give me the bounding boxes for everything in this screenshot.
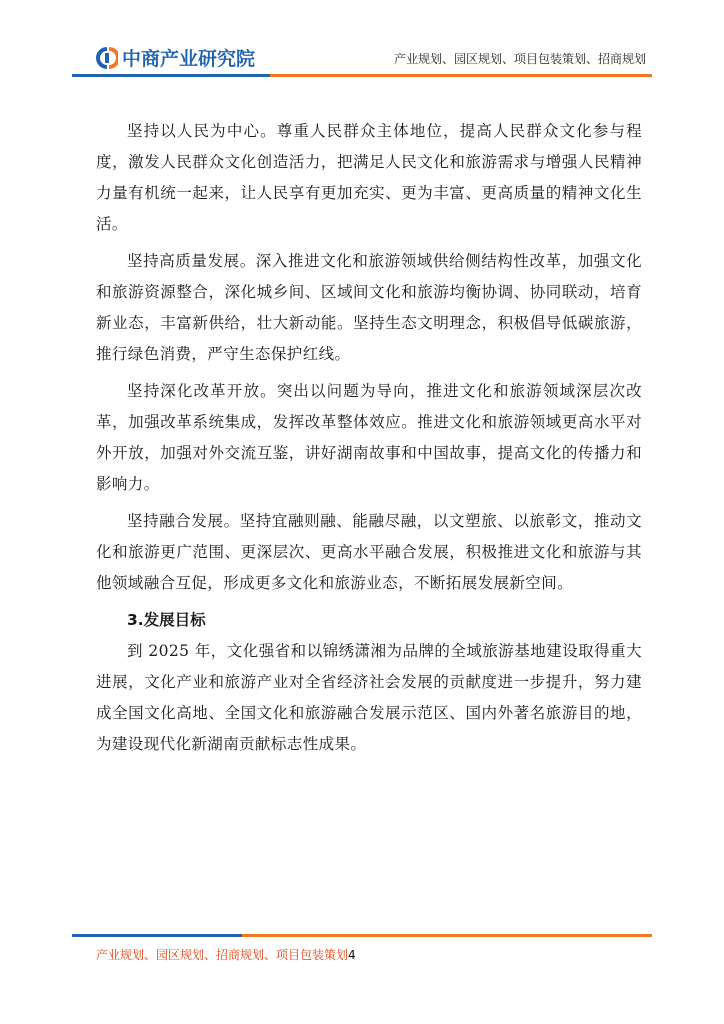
header-tagline: 产业规划、园区规划、项目包装策划、招商规划 [393,52,646,66]
logo-icon [96,47,118,69]
footer-divider-orange [242,934,652,937]
page-footer [96,946,356,963]
header-divider-blue [72,74,270,77]
body-paragraph: 到 2025 年，文化强省和以锦绣潇湘为品牌的全域旅游基地建设取得重大进展，文化产业和旅游产业对全省经济社会发展的贡献度进一步提升，努力建成全国文化高地、全国文化和旅游融合发展示范区、国内外著名旅游目的地，为建设现代化新湖南贡献标志性成果。 [96,642,642,753]
header-divider-orange [270,74,652,77]
page-number: 4 [348,948,356,962]
body-paragraph: 坚持高质量发展。深入推进文化和旅游领域供给侧结构性改革，加强文化和旅游资源整合，深化城乡间、区域间文化和旅游均衡协调、协同联动，培育新业态，丰富新供给，壮大新动能。坚持生态文明理念，积极倡导低碳旅游，推行绿色消费，严守生态保护红线。 [96,252,642,363]
company-logo [96,44,255,71]
document-body [96,116,642,760]
body-paragraph: 坚持融合发展。坚持宜融则融、能融尽融，以文塑旅、以旅彰文，推动文化和旅游更广范围、更深层次、更高水平融合发展，积极推进文化和旅游与其他领域融合互促，形成更多文化和旅游业态，不断拓展发展新空间。 [96,512,642,592]
logo-text: 中商产业研究院 [122,48,256,70]
body-paragraph: 坚持深化改革开放。突出以问题为导向，推进文化和旅游领域深层次改革，加强改革系统集成，发挥改革整体效应。推进文化和旅游领域更高水平对外开放，加强对外交流互鉴，讲好湖南故事和中国故事，提高文化的传播力和影响力。 [96,382,642,493]
footer-divider-blue [72,934,242,937]
page-header [0,0,724,80]
footer-text: 产业规划、园区规划、招商规划、项目包装策划 [96,948,349,962]
section-heading: 3.发展目标 [127,611,206,629]
body-paragraph: 坚持以人民为中心。尊重人民群众主体地位，提高人民群众文化参与程度，激发人民群众文化创造活力，把满足人民文化和旅游需求与增强人民精神力量有机统一起来，让人民享有更加充实、更为丰富、更高质量的精神文化生活。 [96,122,642,233]
